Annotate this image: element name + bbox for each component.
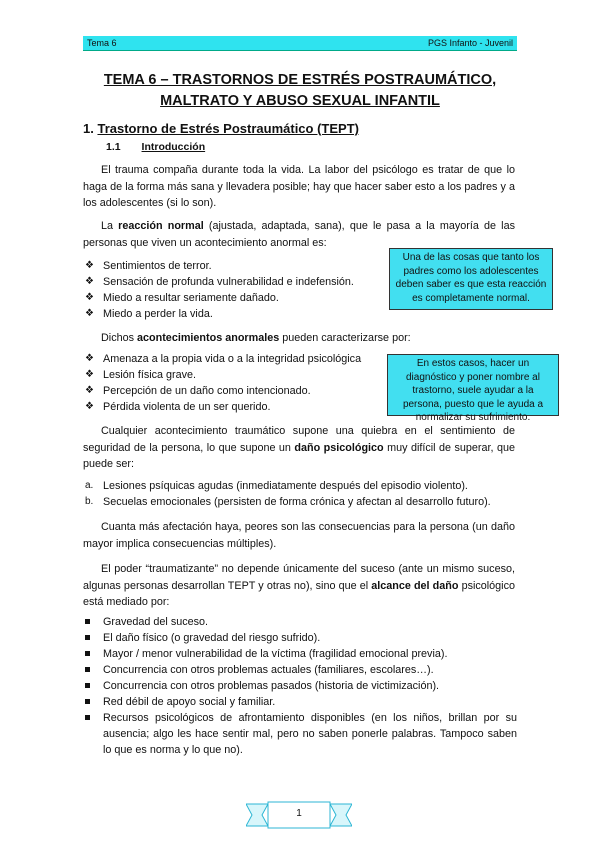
- list-item: [83, 351, 383, 367]
- paragraph-affectation: Cuanta más afectación haya, peores son las consecuencias para la persona (un daño mayor implica consecuencias múltiples).: [83, 521, 515, 550]
- text: Dichos: [101, 332, 138, 344]
- bold-text: acontecimientos anormales: [137, 332, 280, 344]
- list-item-text: El daño físico (o gravedad del riesgo sufrido).: [103, 632, 321, 644]
- list-item-text: Miedo a resultar seriamente dañado.: [103, 292, 279, 304]
- list-item-text: Recursos psicológicos de afrontamiento disponibles (en los niños, brillan por su ausencia; algo les hace sentir mal, pero no saben ponerle palabras. Tampoco saben lo que es norma y lo que no).: [103, 712, 517, 756]
- list-marker: b.: [85, 496, 94, 507]
- list-item: [83, 383, 383, 399]
- subsection-number: 1.1: [106, 141, 121, 153]
- list-item-text: Concurrencia con otros problemas actuales (familiares, escolares…).: [103, 664, 434, 676]
- diamond-bullet-icon: ❖: [85, 401, 94, 412]
- list-item: [83, 614, 517, 630]
- subsection-title: Introducción: [141, 141, 206, 153]
- list-item: [83, 678, 517, 694]
- list-item-text: Red débil de apoyo social y familiar.: [103, 696, 276, 708]
- list-item-text: Sensación de profunda vulnerabilidad e indefensión.: [103, 276, 354, 288]
- title-line-1: TEMA 6 – TRASTORNOS DE ESTRÉS POSTRAUMÁTICO,: [103, 72, 497, 88]
- bold-text: reacción normal: [118, 220, 204, 232]
- title-line-2: MALTRATO Y ABUSO SEXUAL INFANTIL: [160, 93, 440, 109]
- list-item-text: Miedo a perder la vida.: [103, 308, 213, 320]
- square-bullet-icon: [85, 715, 90, 720]
- square-bullet-icon: [85, 635, 90, 640]
- section-title: Trastorno de Estrés Postraumático (TEPT): [97, 121, 359, 136]
- list-item-text: Gravedad del suceso.: [103, 616, 209, 628]
- bold-text: daño psicológico: [294, 441, 384, 454]
- square-bullet-icon: [85, 667, 90, 672]
- diamond-bullet-icon: ❖: [85, 369, 94, 380]
- square-bullet-icon: [85, 651, 90, 656]
- list-item: [83, 710, 517, 758]
- list-item-text: Lesiones psíquicas agudas (inmediatamente después del episodio violento).: [103, 480, 468, 492]
- list-item: [83, 399, 383, 415]
- diamond-bullet-icon: ❖: [85, 292, 94, 303]
- text: Cualquier acontecimiento traumático supone una quiebra en el sentimiento de seguridad de la persona, lo que supone un: [83, 425, 515, 454]
- paragraph-psychological-damage: [83, 423, 515, 473]
- document-title: [83, 70, 517, 112]
- square-bullet-icon: [85, 699, 90, 704]
- text: La: [101, 220, 119, 232]
- square-bullet-icon: [85, 683, 90, 688]
- list-item: [83, 367, 383, 383]
- list-marker: a.: [85, 480, 94, 491]
- section-number: 1.: [83, 121, 94, 136]
- list-item: [83, 478, 517, 494]
- diamond-bullet-icon: ❖: [85, 385, 94, 396]
- paragraph-traumatizing-power: [83, 561, 515, 611]
- page-number: 1: [296, 808, 302, 819]
- list-item: [83, 306, 383, 322]
- list-item: [83, 694, 517, 710]
- page-header: [83, 36, 517, 51]
- square-bullet-icon: [85, 619, 90, 624]
- header-right: PGS Infanto - Juvenil: [427, 38, 513, 48]
- paragraph-normal-reaction: [83, 218, 515, 251]
- text: El poder “traumatizante” no depende únicamente del suceso (ante un mismo suceso, algunas personas desarrollan TEPT y otras no), sino que el: [83, 563, 515, 592]
- list-item: [83, 646, 517, 662]
- list-item-text: Percepción de un daño como intencionado.: [103, 385, 311, 397]
- list-item: [83, 290, 383, 306]
- header-left: Tema 6: [87, 38, 117, 48]
- note-box-diagnosis: En estos casos, hacer un diagnóstico y poner nombre al trastorno, suele ayudar a la persona, puesto que le ayuda a normalizar su sufrimiento.: [387, 354, 559, 416]
- mediators-list: [83, 614, 517, 758]
- list-item-text: Amenaza a la propia vida o a la integridad psicológica: [103, 353, 362, 365]
- note-box-normal-reaction: Una de las cosas que tanto los padres como los adolescentes deben saber es que esta reacción es completamente normal.: [389, 248, 553, 310]
- list-item-text: Concurrencia con otros problemas pasados (historia de victimización).: [103, 680, 440, 692]
- list-item: [83, 630, 517, 646]
- diamond-bullet-icon: ❖: [85, 260, 94, 271]
- diamond-bullet-icon: ❖: [85, 308, 94, 319]
- damage-list: [83, 478, 517, 510]
- text: muy difícil de superar, que puede ser:: [83, 441, 516, 470]
- diamond-bullet-icon: ❖: [85, 276, 94, 287]
- diamond-bullet-icon: ❖: [85, 353, 94, 364]
- section-heading: [83, 121, 359, 136]
- events-list: [83, 351, 383, 415]
- list-item-text: Secuelas emocionales (persisten de forma crónica y afectan al desarrollo futuro).: [103, 496, 491, 508]
- list-item-text: Lesión física grave.: [103, 369, 197, 381]
- list-item: [83, 274, 383, 290]
- list-item-text: Pérdida violenta de un ser querido.: [103, 401, 271, 413]
- subsection-heading: [106, 141, 205, 153]
- text: (ajustada, adaptada, sana), que le pasa a la mayoría de las personas que viven un acontecimiento anormal es:: [83, 220, 515, 249]
- list-item-text: Mayor / menor vulnerabilidad de la víctima (fragilidad emocional previa).: [103, 648, 448, 660]
- paragraph-intro: El trauma compaña durante toda la vida. La labor del psicólogo es tratar de que lo haga de la forma más sana y llevadera posible; hay que hacer saber esto a los padres y a los adolescentes (si lo son).: [83, 164, 515, 209]
- reaction-list: [83, 258, 383, 322]
- list-item-text: Sentimientos de terror.: [103, 260, 212, 272]
- text: psicológico está mediado por:: [83, 579, 515, 608]
- list-item: [83, 494, 517, 510]
- paragraph-abnormal-events: [83, 330, 515, 347]
- page-number-ribbon: [246, 800, 352, 830]
- list-item: [83, 662, 517, 678]
- list-item: [83, 258, 383, 274]
- bold-text: alcance del daño: [371, 579, 459, 592]
- text: pueden caracterizarse por:: [279, 332, 411, 344]
